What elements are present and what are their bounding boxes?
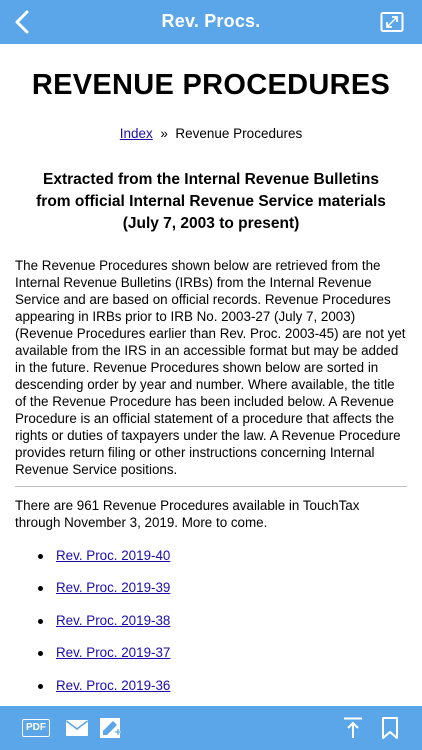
mail-icon[interactable] bbox=[64, 716, 90, 740]
pdf-icon[interactable]: PDF bbox=[22, 719, 50, 737]
nav-bar bbox=[0, 0, 422, 44]
page-subtitle bbox=[30, 169, 392, 235]
procedure-count-text: There are 961 Revenue Procedures available in TouchTax through November 3, 2019. More to come. bbox=[15, 498, 360, 530]
subtitle-line: (July 7, 2003 to present) bbox=[122, 215, 300, 232]
scroll-to-top-icon[interactable] bbox=[340, 716, 366, 740]
subtitle-line: Extracted from the Internal Revenue Bulletins bbox=[43, 171, 379, 188]
breadcrumb-separator: » bbox=[160, 126, 168, 141]
bookmark-icon[interactable] bbox=[377, 716, 403, 740]
subtitle-line: from official Internal Revenue Service materials bbox=[36, 193, 386, 210]
breadcrumb bbox=[0, 126, 422, 141]
procedure-link[interactable]: Rev. Proc. 2019-40 bbox=[56, 548, 171, 563]
list-item bbox=[0, 613, 422, 645]
list-item bbox=[0, 645, 422, 677]
bullet bbox=[38, 619, 43, 624]
nav-title: Rev. Procs. bbox=[161, 11, 261, 31]
procedure-link[interactable]: Rev. Proc. 2019-38 bbox=[56, 612, 171, 628]
procedure-link[interactable]: Rev. Proc. 2019-36 bbox=[56, 677, 171, 693]
page-title: REVENUE PROCEDURES bbox=[31, 69, 391, 101]
procedure-link[interactable]: Rev. Proc. 2019-39 bbox=[56, 580, 171, 596]
bullet bbox=[38, 554, 43, 559]
breadcrumb-index-link[interactable]: Index bbox=[119, 126, 153, 141]
annotate-icon[interactable] bbox=[98, 716, 124, 740]
bullet bbox=[38, 684, 43, 689]
intro-paragraph: The Revenue Procedures shown below are retrieved from the Internal Revenue Bulletins (IRBs) from the Internal Revenue Service and are based on official records. Revenue Procedures appearing in IRBs prior to IRB No. 2003-27 (July 7, 2003) (Revenue Procedures earlier than Rev. Proc. 2003-45) are not yet available from the IRS in an accessible format but may be added in the future. Revenue Procedures shown below are sorted in descending order by year and number. Where available, the title of the Revenue Procedure has been included below. A Revenue Procedure is an official statement of a procedure that affects the rights or duties of taxpayers under the law. A Revenue Procedure provides return filing or other instructions concerning Internal Revenue Service positions. bbox=[15, 258, 406, 477]
bullet bbox=[38, 651, 43, 656]
breadcrumb-current: Revenue Procedures bbox=[175, 126, 303, 141]
list-item bbox=[0, 580, 422, 612]
divider bbox=[15, 486, 407, 487]
procedure-link[interactable]: Rev. Proc. 2019-37 bbox=[56, 645, 171, 661]
document-content[interactable] bbox=[0, 44, 422, 706]
expand-icon[interactable] bbox=[380, 10, 404, 34]
list-item bbox=[0, 548, 422, 580]
bullet bbox=[38, 586, 43, 591]
bottom-toolbar bbox=[0, 706, 422, 750]
